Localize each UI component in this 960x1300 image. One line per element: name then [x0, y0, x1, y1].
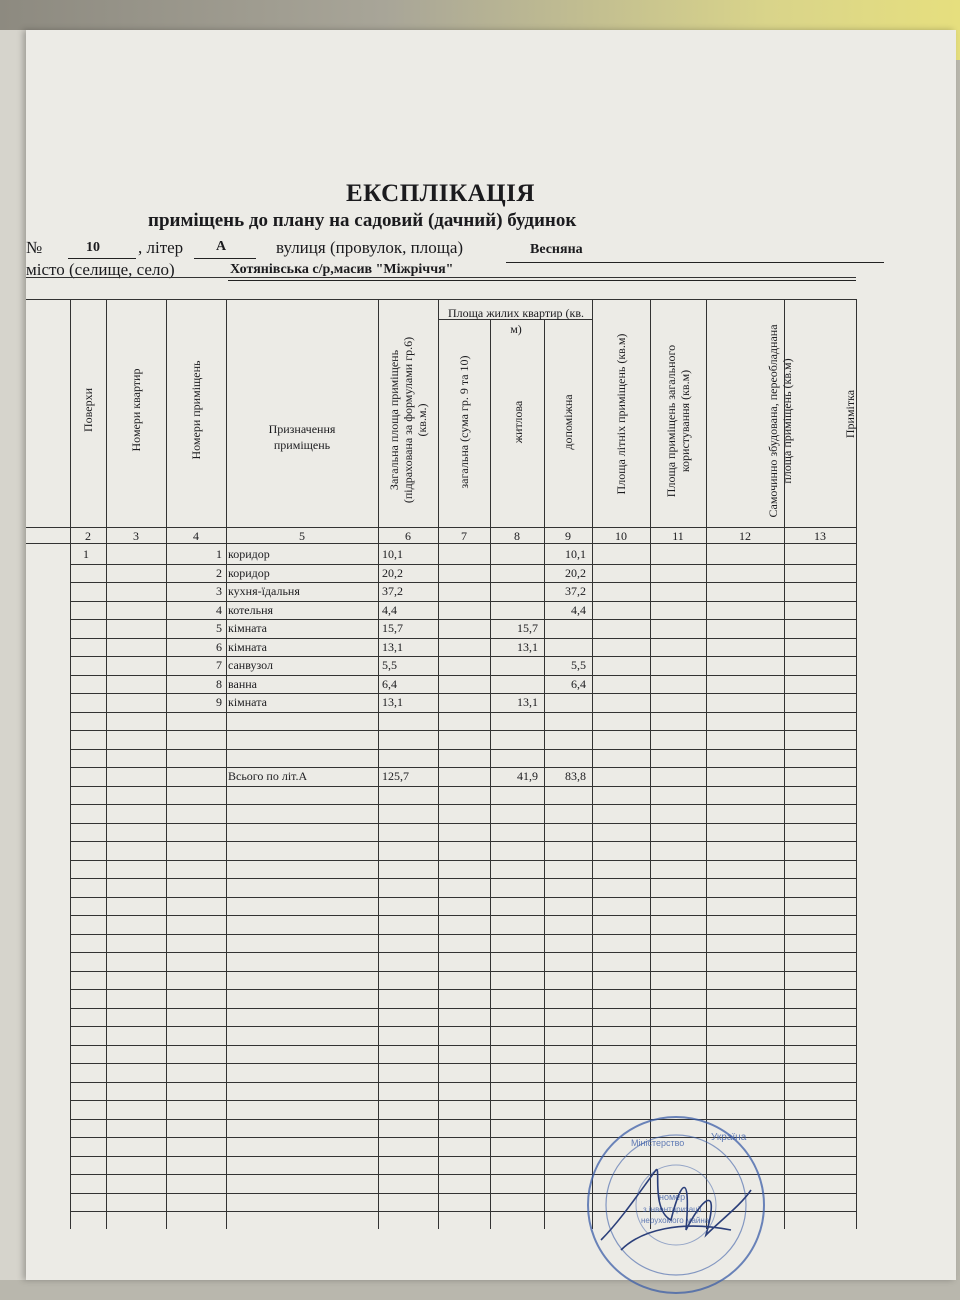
cell-living: 13,1 — [517, 639, 538, 654]
cell-room: 5 — [216, 621, 222, 635]
street-label: вулиця (провулок, площа) — [276, 238, 464, 257]
cell-total: 13,1 — [382, 639, 403, 654]
column-number: 4 — [193, 529, 199, 543]
header-note: Примітка — [843, 389, 857, 439]
city-value: Хотянівська с/р,масив "Міжріччя" — [230, 262, 454, 277]
cell-room: 1 — [216, 547, 222, 561]
table-row-line — [70, 1045, 856, 1046]
table-row-line — [70, 952, 856, 953]
header-total-area: Загальна площа приміщень (підрахована за формулами гр.6) (кв.м.) — [387, 336, 429, 504]
header-self-built: Самочинно збудована, переобладнана площа приміщень (кв.м) — [766, 324, 794, 518]
cell-floor: 1 — [83, 547, 89, 561]
cell-aux: 10,1 — [565, 547, 586, 561]
header-total-sum: загальна (сума гр. 9 та 10) — [457, 355, 471, 489]
stamp-text-ministry: Міністерство — [631, 1138, 685, 1148]
column-number: 6 — [405, 529, 411, 543]
header-floors: Поверхи — [81, 388, 95, 433]
table-row-line — [70, 823, 856, 824]
header-common-use: Площа приміщень загального користування (кв.м) — [664, 344, 692, 498]
cell-aux: 6,4 — [571, 676, 586, 691]
table-row-line — [70, 767, 856, 768]
column-number: 5 — [299, 529, 305, 543]
cell-aux: 4,4 — [571, 602, 586, 617]
cell-purpose: коридор — [228, 565, 270, 580]
document-subtitle: приміщень до плану на садовий (дачний) будинок — [148, 210, 577, 231]
header-apartment-numbers: Номери квартир — [129, 368, 143, 452]
cell-purpose: коридор — [228, 547, 270, 561]
cell-total: 4,4 — [382, 602, 397, 617]
column-number: 10 — [615, 529, 627, 543]
column-number: 13 — [814, 529, 826, 543]
liter-value: А — [216, 239, 227, 254]
table-row-line — [70, 1100, 856, 1101]
column-number: 9 — [565, 529, 571, 543]
cell-aux: 20,2 — [565, 565, 586, 580]
document-title: ЕКСПЛІКАЦІЯ — [346, 180, 535, 207]
cell-room: 4 — [216, 602, 222, 617]
column-number: 11 — [672, 529, 684, 543]
column-number: 7 — [461, 529, 467, 543]
column-number: 12 — [739, 529, 751, 543]
table-row-line — [70, 786, 856, 787]
cell-room: 8 — [216, 676, 222, 691]
cell-purpose: кухня-їдальня — [228, 584, 300, 598]
table-row-line — [70, 1008, 856, 1009]
street-value: Весняна — [530, 242, 583, 257]
cell-living: 15,7 — [517, 621, 538, 635]
cell-room: 6 — [216, 639, 222, 654]
table-row-line — [70, 1026, 856, 1027]
house-number: 10 — [86, 240, 100, 255]
cell-room: 2 — [216, 565, 222, 580]
cell-aux: 5,5 — [571, 658, 586, 672]
liter-label: , літер — [138, 238, 184, 257]
column-number: 2 — [85, 529, 91, 543]
cell-total: 20,2 — [382, 565, 403, 580]
table-row-line — [70, 915, 856, 916]
cell-total: 37,2 — [382, 584, 403, 598]
table-row-line — [70, 878, 856, 879]
document-page — [26, 30, 956, 1280]
stamp-text-number: номер — [659, 1192, 686, 1202]
cell-purpose: Всього по літ.А — [228, 769, 308, 783]
table-row-line — [70, 934, 856, 935]
table-row-line — [70, 841, 856, 842]
cell-living: 41,9 — [517, 769, 538, 783]
table-row-line — [70, 897, 856, 898]
header-living-area-group: Площа жилих квартир (кв. м) — [447, 306, 584, 336]
cell-total: 15,7 — [382, 621, 403, 635]
number-prefix: № — [26, 238, 43, 257]
cell-room: 7 — [216, 658, 222, 672]
stamp-text-property: нерухомого майна — [641, 1216, 710, 1225]
official-stamp — [581, 1110, 771, 1300]
cell-purpose: кімната — [228, 695, 267, 709]
stamp-text-inventory: з інвентаризації — [643, 1205, 702, 1214]
column-number: 3 — [133, 529, 139, 543]
stamp-text-country: Україна — [711, 1132, 747, 1143]
table-row-line — [70, 712, 856, 713]
table-row-line — [70, 1082, 856, 1083]
column-number: 8 — [514, 529, 520, 543]
cell-room: 9 — [216, 695, 222, 709]
table-row-line — [70, 860, 856, 861]
cell-purpose: кімната — [228, 621, 267, 635]
cell-room: 3 — [216, 584, 222, 598]
cell-aux: 37,2 — [565, 584, 586, 598]
cell-purpose: ванна — [228, 676, 258, 691]
table-row-line — [70, 749, 856, 750]
city-label: місто (селище, село) — [26, 260, 175, 279]
header-room-numbers: Номери приміщень — [189, 360, 203, 460]
cell-living: 13,1 — [517, 695, 538, 709]
cell-purpose: кімната — [228, 639, 267, 654]
cell-aux: 83,8 — [565, 769, 586, 783]
cell-total: 5,5 — [382, 658, 397, 672]
cell-purpose: котельня — [228, 602, 274, 617]
table-row-line — [70, 989, 856, 990]
cell-total: 6,4 — [382, 676, 397, 691]
header-living: житлова — [511, 400, 525, 444]
header-purpose: Призначення приміщень — [268, 422, 336, 452]
cell-purpose: санвузол — [228, 658, 273, 672]
table-row-line — [70, 1063, 856, 1064]
cell-total: 10,1 — [382, 547, 403, 561]
header-auxiliary: допоміжна — [561, 394, 575, 450]
cell-total: 13,1 — [382, 695, 403, 709]
table-row-line — [70, 971, 856, 972]
table-row-line — [70, 730, 856, 731]
cell-total: 125,7 — [382, 769, 409, 783]
header-summer-rooms: Площа літніх приміщень (кв.м) — [614, 333, 628, 495]
table-row-line — [70, 804, 856, 805]
